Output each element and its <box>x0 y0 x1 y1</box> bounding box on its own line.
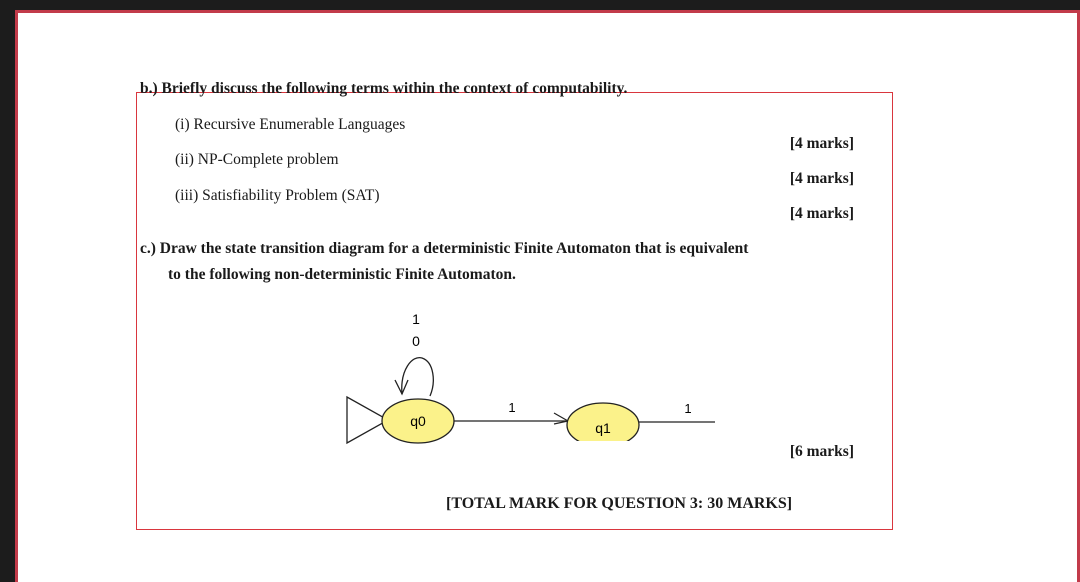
question-b-item-2: (ii) NP-Complete problem <box>175 151 339 168</box>
self-loop-arrow <box>402 358 433 396</box>
transition-q0-q1-arrowhead <box>554 413 568 424</box>
transition-q1-out-label: 1 <box>684 401 692 416</box>
question-c-line-2: to the following non-deterministic Finite Automaton. <box>168 266 516 283</box>
question-b-item-1-marks: [4 marks] <box>789 135 854 152</box>
self-loop-label-0: 0 <box>412 333 420 349</box>
total-marks: [TOTAL MARK FOR QUESTION 3: 30 MARKS] <box>446 495 793 512</box>
question-b-item-3-marks: [4 marks] <box>789 205 854 222</box>
state-q1-label: q1 <box>595 420 611 436</box>
question-b-item-3: (iii) Satisfiability Problem (SAT) <box>175 187 380 204</box>
transition-q0-q1-label: 1 <box>508 400 516 415</box>
self-loop-label-1: 1 <box>412 311 420 327</box>
nfa-diagram <box>330 300 730 450</box>
question-c-line-1: c.) Draw the state transition diagram for a deterministic Finite Automaton that is equivalent <box>140 240 749 257</box>
question-c-marks: [6 marks] <box>789 443 854 460</box>
question-b-item-2-marks: [4 marks] <box>789 170 854 187</box>
question-b-item-1: (i) Recursive Enumerable Languages <box>175 116 406 133</box>
state-q0-label: q0 <box>410 413 426 429</box>
question-b-heading: b.) Briefly discuss the following terms within the context of computability. <box>140 80 628 97</box>
